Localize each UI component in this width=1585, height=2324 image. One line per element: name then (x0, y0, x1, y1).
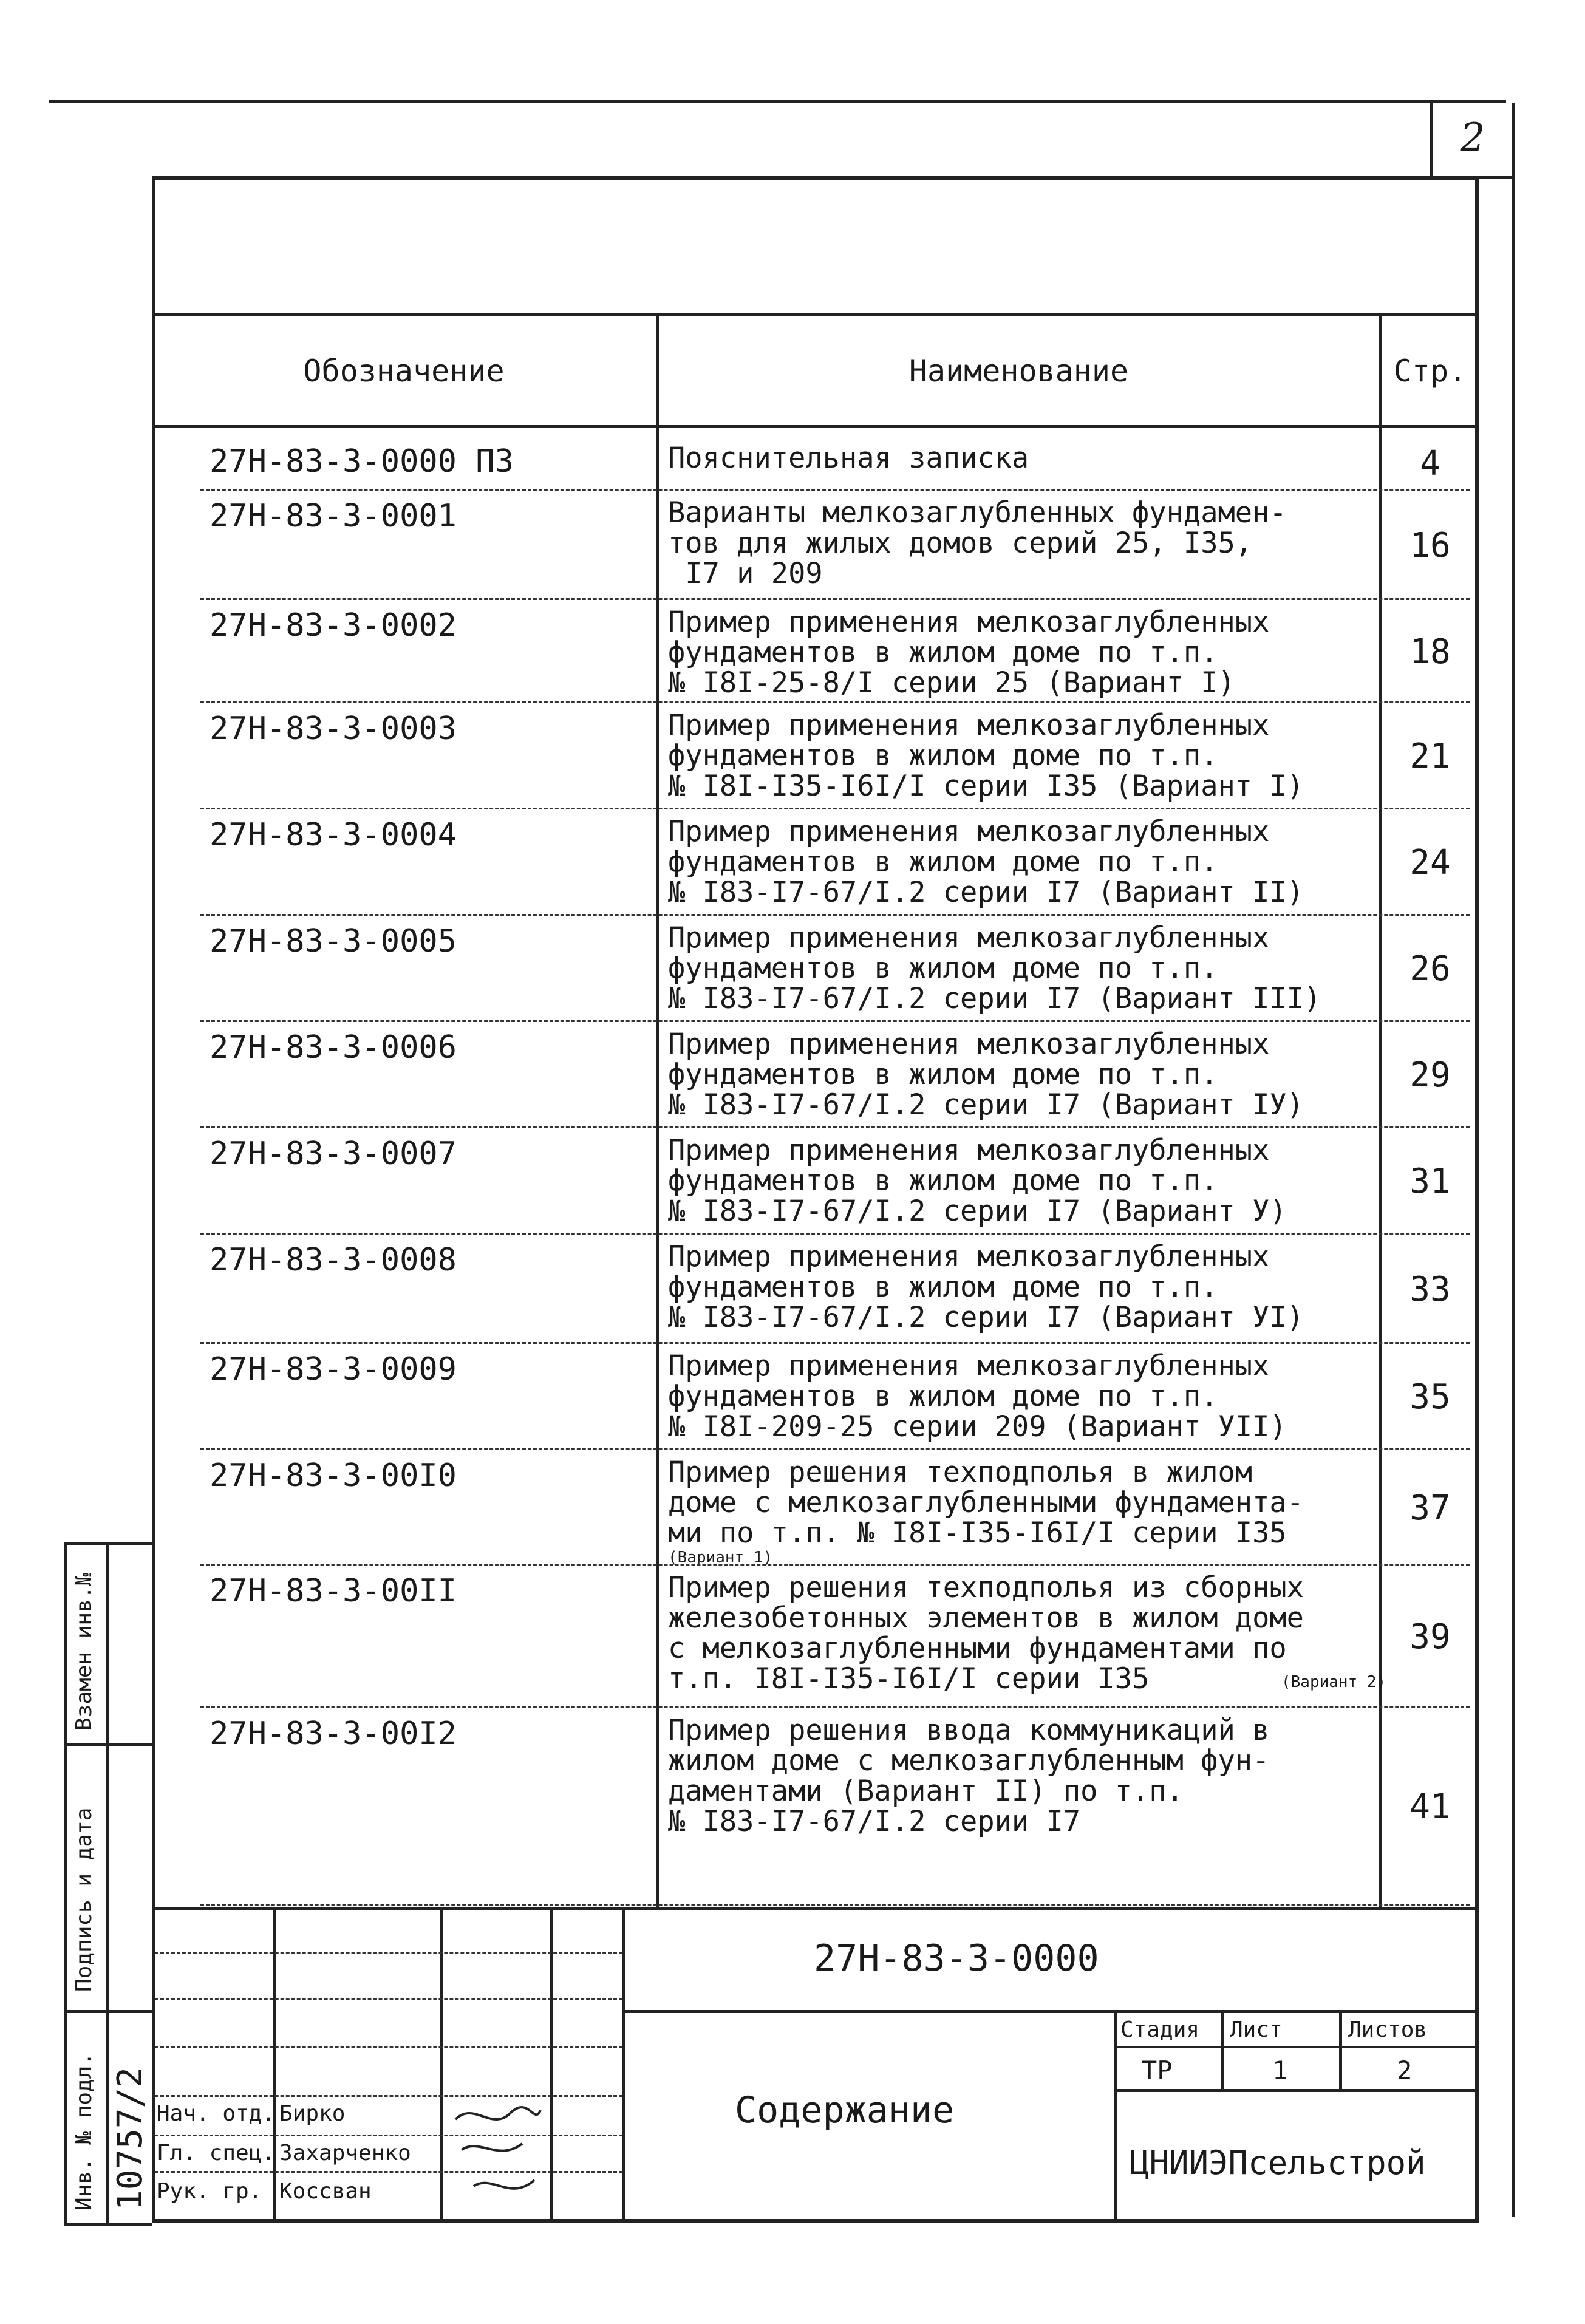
header-top-line (152, 313, 1479, 316)
row-name: Пример применения мелкозаглубленных фундаментов в жилом доме по т.п. № I83-I7-67/I.2 серии I7 (Вариант У) (668, 1134, 1287, 1228)
name-3: Коссван (279, 2179, 372, 2204)
row-page: 26 (1409, 949, 1451, 989)
row-separator (200, 1564, 1470, 1566)
row-code: 27Н-83-3-0007 (210, 1136, 457, 1172)
role-2: Гл. спец. (157, 2141, 276, 2166)
row-code: 27Н-83-3-00I0 (210, 1457, 457, 1494)
tb-v4 (622, 1907, 625, 2223)
row-separator (200, 1020, 1470, 1022)
doc-title: Содержание (735, 2089, 955, 2131)
tb-h-stage (1114, 2089, 1479, 2092)
row-page: 33 (1409, 1269, 1451, 1309)
side-stamp-left (64, 1542, 67, 2223)
row-code: 27Н-83-3-0008 (210, 1242, 457, 1278)
header-designation: Обозначение (303, 353, 505, 389)
row-name: Пояснительная записка (668, 441, 1029, 475)
column-divider-1 (656, 313, 659, 1907)
doc-code: 27Н-83-3-0000 (814, 1937, 1099, 1980)
side-inv-orig: Инв. № подл. (72, 2052, 97, 2210)
row-separator (200, 1126, 1470, 1128)
row-page: 35 (1409, 1377, 1451, 1417)
top-border-line (49, 100, 1506, 103)
tb-v5 (1114, 2010, 1117, 2223)
sheets-value: 2 (1397, 2056, 1413, 2085)
row-name: Пример применения мелкозаглубленных фундаментов в жилом доме по т.п. № I83-I7-67/I.2 серии I7 (Вариант УI) (668, 1240, 1304, 1334)
stage-value: ТР (1142, 2056, 1173, 2085)
row-code: 27Н-83-3-00II (210, 1573, 457, 1609)
row-name: Пример применения мелкозаглубленных фундаментов в жилом доме по т.п. № I83-I7-67/I.2 серии I7 (Вариант II) (668, 815, 1304, 909)
header-page: Стр. (1393, 353, 1467, 389)
row-code: 27Н-83-3-0009 (210, 1351, 457, 1388)
tb-h-stage-mid (1114, 2046, 1479, 2048)
side-stamp-div1 (64, 1743, 152, 1746)
tb-h-code (622, 2010, 1479, 2013)
sheet-label: Лист (1230, 2017, 1283, 2042)
tb-dash-1 (155, 1952, 622, 1954)
row-separator (200, 914, 1470, 916)
row-code: 27Н-83-3-0000 ПЗ (210, 443, 514, 480)
row-separator (200, 701, 1470, 703)
tb-v2 (440, 1907, 443, 2223)
tb-dash-6 (155, 2171, 622, 2173)
sheet-value: 1 (1272, 2056, 1288, 2085)
row-separator (200, 598, 1470, 600)
row-code: 27Н-83-3-0001 (210, 498, 457, 534)
row-name: Варианты мелкозаглубленных фундамен- тов для жилых домов серий 25, I35, I7 и 209 (668, 496, 1287, 590)
row-name: Пример применения мелкозаглубленных фундаментов в жилом доме по т.п. № I83-I7-67/I.2 серии I7 (Вариант IУ) (668, 1027, 1304, 1122)
side-stamp-div2 (64, 2010, 152, 2013)
title-block-top-line (152, 1907, 1479, 1910)
row-separator (200, 1904, 1470, 1906)
tb-v1 (273, 1907, 276, 2223)
side-signature-date: Подпись и дата (72, 1807, 97, 1992)
row-separator (200, 808, 1470, 809)
side-inv-replace: Взамен инв.№ (72, 1572, 97, 1731)
row-separator (200, 489, 1470, 491)
row-page: 4 (1420, 443, 1440, 483)
header-bottom-line (152, 425, 1479, 428)
column-divider-2 (1379, 313, 1382, 1907)
row-page: 37 (1409, 1488, 1451, 1528)
row-code: 27Н-83-3-0005 (210, 923, 457, 959)
row-name: Пример решения техподполья из сборных железобетонных элементов в жилом доме с мелкозаглубленными фундаментами по т.п. I8I-I35-I6I/I серии I35 (668, 1571, 1304, 1695)
row-separator (200, 1448, 1470, 1450)
name-2: Захарченко (279, 2141, 411, 2166)
role-3: Рук. гр. (157, 2179, 262, 2204)
row-name: Пример применения мелкозаглубленных фундаментов в жилом доме по т.п. № I8I-209-25 серии 209 (Вариант УII) (668, 1349, 1287, 1443)
row-code: 27Н-83-3-0002 (210, 607, 457, 644)
name-1: Бирко (279, 2101, 346, 2126)
row-note: (Вариант 1) (668, 1549, 773, 1567)
row-page: 39 (1409, 1617, 1451, 1657)
row-code: 27Н-83-3-0003 (210, 710, 457, 747)
tb-v3 (550, 1907, 553, 2223)
row-name: Пример применения мелкозаглубленных фундаментов в жилом доме по т.п. № I8I-I35-I6I/I серии I35 (Вариант I) (668, 709, 1304, 803)
row-code: 27Н-83-3-0006 (210, 1029, 457, 1066)
side-inv-number: 10757/2 (111, 2067, 150, 2210)
row-separator (200, 1233, 1470, 1235)
row-separator (200, 1706, 1470, 1708)
tb-dash-5 (155, 2135, 622, 2136)
sheets-label: Листов (1348, 2017, 1428, 2042)
row-page: 16 (1409, 525, 1451, 565)
row-code: 27Н-83-3-00I2 (210, 1716, 457, 1752)
side-stamp-mid (106, 1542, 109, 2223)
stage-label: Стадия (1120, 2017, 1200, 2042)
row-name: Пример решения ввода коммуникаций в жилом доме с мелкозаглубленным фун- даментами (Вариант II) по т.п. № I83-I7-67/I.2 серии I7 (668, 1714, 1270, 1838)
side-stamp-bottom (64, 2223, 152, 2226)
row-note: (Вариант 2) (1281, 1673, 1386, 1691)
row-separator (200, 1342, 1470, 1344)
row-page: 29 (1409, 1055, 1451, 1095)
row-name: Пример решения техподполья в жилом доме с мелкозаглубленными фундамента- ми по т.п. № I8I-I35-I6I/I серии I35 (668, 1456, 1304, 1550)
header-name: Наименование (908, 353, 1129, 389)
row-code: 27Н-83-3-0004 (210, 817, 457, 853)
right-edge-line (1512, 176, 1515, 2217)
row-page: 24 (1409, 843, 1451, 882)
tb-dash-4 (155, 2095, 622, 2097)
row-name: Пример применения мелкозаглубленных фундаментов в жилом доме по т.п. № I83-I7-67/I.2 серии I7 (Вариант III) (668, 921, 1321, 1015)
tb-v6 (1221, 2010, 1224, 2089)
row-page: 41 (1409, 1787, 1451, 1827)
sheet-number: 2 (1460, 115, 1485, 160)
row-page: 18 (1409, 632, 1451, 672)
tb-dash-2 (155, 1998, 622, 2000)
sheet-number-box (1430, 103, 1515, 179)
signature-mark (449, 2095, 547, 2217)
organization: ЦНИИЭПсельстрой (1130, 2144, 1426, 2182)
role-1: Нач. отд. (157, 2101, 276, 2126)
row-page: 21 (1409, 737, 1451, 776)
tb-v7 (1339, 2010, 1342, 2089)
row-page: 31 (1409, 1162, 1451, 1201)
side-stamp-top (64, 1542, 152, 1545)
row-name: Пример применения мелкозаглубленных фундаментов в жилом доме по т.п. № I8I-25-8/I серии 25 (Вариант I) (668, 605, 1270, 700)
tb-dash-3 (155, 2046, 622, 2048)
